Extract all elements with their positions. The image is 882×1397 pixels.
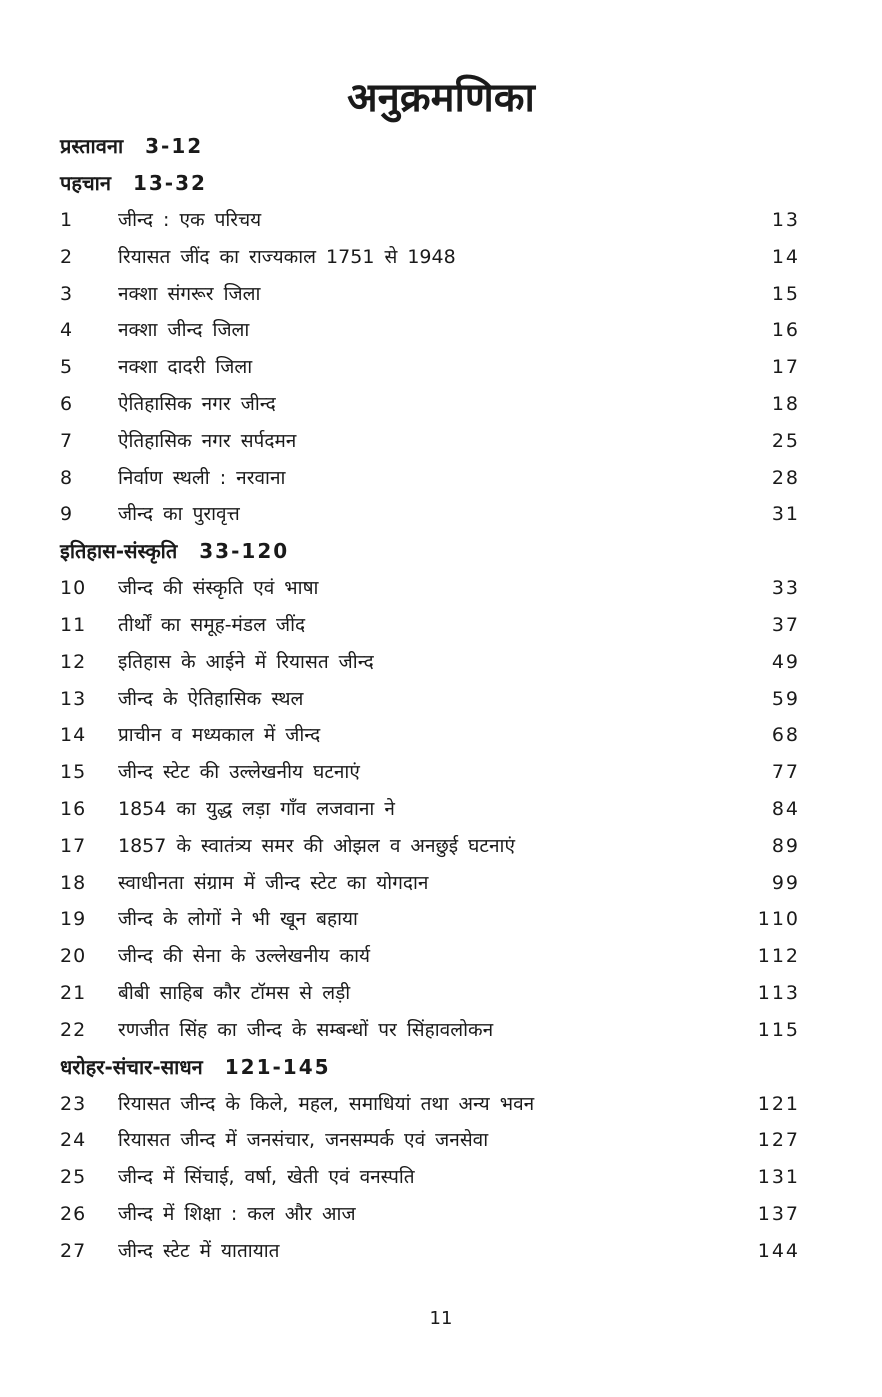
toc-entry bbox=[60, 681, 800, 718]
entry-page: 17 bbox=[771, 356, 800, 379]
entry-number: 19 bbox=[60, 908, 87, 931]
toc-entry bbox=[60, 607, 800, 644]
page-number: 11 bbox=[429, 1308, 453, 1329]
section-page-range: 33-120 bbox=[199, 539, 290, 564]
entry-page: 49 bbox=[771, 650, 800, 673]
entry-title: जीन्द स्टेट की उल्लेखनीय घटनाएं bbox=[118, 761, 360, 784]
section-heading bbox=[60, 1049, 800, 1086]
toc-entry bbox=[60, 423, 800, 460]
entry-page: 31 bbox=[771, 503, 800, 526]
toc-entry bbox=[60, 938, 800, 975]
entry-page: 144 bbox=[757, 1239, 800, 1262]
entry-number: 3 bbox=[60, 282, 74, 305]
toc-entry bbox=[60, 1159, 800, 1196]
page-title: अनुक्रमणिका bbox=[347, 75, 535, 121]
toc-entry bbox=[60, 386, 800, 423]
toc-entry bbox=[60, 239, 800, 276]
section-page-range: 13-32 bbox=[132, 171, 207, 195]
entry-number: 12 bbox=[60, 650, 87, 673]
entry-page: 137 bbox=[757, 1202, 800, 1225]
toc-entry bbox=[60, 717, 800, 754]
entry-page: 113 bbox=[757, 981, 800, 1004]
entry-page: 14 bbox=[771, 245, 800, 268]
entry-number: 8 bbox=[60, 466, 74, 489]
entry-page: 59 bbox=[771, 687, 800, 710]
entry-number: 2 bbox=[60, 245, 74, 268]
entry-page: 28 bbox=[771, 466, 800, 489]
entry-title: जीन्द के ऐतिहासिक स्थल bbox=[118, 687, 304, 710]
toc-entry bbox=[60, 312, 800, 349]
entry-page: 99 bbox=[771, 871, 800, 894]
entry-title: नक्शा जीन्द जिला bbox=[118, 319, 250, 342]
entry-number: 1 bbox=[60, 209, 74, 231]
entry-page: 112 bbox=[757, 945, 800, 968]
section-heading bbox=[60, 165, 800, 202]
entry-number: 7 bbox=[60, 429, 74, 452]
entry-number: 4 bbox=[60, 319, 74, 342]
entry-title: रियासत जीन्द के किले, महल, समाधियां तथा अन्य भवन bbox=[118, 1092, 535, 1115]
entry-title: प्राचीन व मध्यकाल में जीन्द bbox=[118, 724, 321, 747]
entry-title: रणजीत सिंह का जीन्द के सम्बन्धों पर सिंहावलोकन bbox=[118, 1018, 494, 1041]
entry-number: 23 bbox=[60, 1092, 87, 1115]
entry-page: 131 bbox=[757, 1166, 800, 1189]
entry-title: स्वाधीनता संग्राम में जीन्द स्टेट का योगदान bbox=[118, 871, 429, 894]
entry-number: 27 bbox=[60, 1239, 87, 1262]
entry-title: नक्शा दादरी जिला bbox=[118, 356, 253, 379]
toc-entry bbox=[60, 570, 800, 607]
toc-entry bbox=[60, 1122, 800, 1159]
entry-page: 18 bbox=[771, 392, 800, 415]
entry-page: 15 bbox=[771, 282, 800, 305]
entry-page: 25 bbox=[771, 429, 800, 452]
entry-title: 1854 का युद्ध लड़ा गाँव लजवाना ने bbox=[118, 797, 395, 820]
entry-page: 16 bbox=[771, 319, 800, 342]
toc-entry bbox=[60, 644, 800, 681]
toc-entry bbox=[60, 754, 800, 791]
entry-title: जीन्द स्टेट में यातायात bbox=[118, 1239, 280, 1262]
toc-entry bbox=[60, 975, 800, 1012]
entry-page: 77 bbox=[771, 761, 800, 784]
entry-page: 84 bbox=[771, 797, 800, 820]
entry-number: 25 bbox=[60, 1166, 87, 1189]
toc-entry bbox=[60, 349, 800, 386]
section-title: धरोहर-संचार-साधन bbox=[60, 1054, 203, 1079]
table-of-contents bbox=[60, 128, 800, 1270]
section-heading bbox=[60, 533, 800, 570]
entry-page: 37 bbox=[771, 613, 800, 636]
entry-number: 16 bbox=[60, 797, 87, 820]
entry-page: 127 bbox=[757, 1129, 800, 1152]
entry-number: 26 bbox=[60, 1202, 87, 1225]
entry-title: इतिहास के आईने में रियासत जीन्द bbox=[118, 650, 374, 673]
entry-title: नक्शा संगरूर जिला bbox=[118, 282, 261, 305]
entry-page: 110 bbox=[757, 908, 800, 931]
entry-number: 17 bbox=[60, 834, 87, 857]
section-page-range: 121-145 bbox=[224, 1054, 331, 1079]
section-title: इतिहास-संस्कृति bbox=[60, 539, 178, 564]
toc-entry bbox=[60, 1012, 800, 1049]
entry-title: ऐतिहासिक नगर जीन्द bbox=[118, 392, 276, 415]
entry-number: 6 bbox=[60, 392, 74, 415]
toc-entry bbox=[60, 1196, 800, 1233]
entry-number: 22 bbox=[60, 1018, 87, 1041]
entry-title: तीर्थों का समूह-मंडल जींद bbox=[118, 613, 306, 636]
toc-entry bbox=[60, 276, 800, 313]
entry-title: जीन्द के लोगों ने भी खून बहाया bbox=[118, 908, 358, 931]
toc-entry bbox=[60, 1086, 800, 1123]
entry-title: जीन्द में सिंचाई, वर्षा, खेती एवं वनस्पति bbox=[118, 1166, 415, 1189]
entry-title: बीबी साहिब कौर टॉमस से लड़ी bbox=[118, 981, 351, 1004]
toc-entry bbox=[60, 791, 800, 828]
entry-page: 115 bbox=[757, 1018, 800, 1041]
entry-title: ऐतिहासिक नगर सर्पदमन bbox=[118, 429, 297, 452]
entry-page: 68 bbox=[771, 724, 800, 747]
entry-title: निर्वाण स्थली : नरवाना bbox=[118, 466, 286, 489]
entry-number: 18 bbox=[60, 871, 87, 894]
entry-title: जीन्द का पुरावृत्त bbox=[118, 503, 240, 526]
entry-title: जीन्द : एक परिचय bbox=[118, 209, 262, 231]
entry-page: 121 bbox=[757, 1092, 800, 1115]
section-page-range: 3-12 bbox=[145, 134, 204, 158]
entry-title: 1857 के स्वातंत्र्य समर की ओझल व अनछुई घटनाएं bbox=[118, 834, 515, 857]
toc-entry bbox=[60, 828, 800, 865]
entry-title: जीन्द की सेना के उल्लेखनीय कार्य bbox=[118, 945, 371, 968]
toc-entry bbox=[60, 460, 800, 497]
section-heading bbox=[60, 128, 800, 165]
toc-entry bbox=[60, 202, 800, 239]
entry-number: 14 bbox=[60, 724, 87, 747]
toc-entry bbox=[60, 1233, 800, 1270]
entry-number: 10 bbox=[60, 577, 87, 600]
entry-number: 15 bbox=[60, 761, 87, 784]
entry-title: जीन्द की संस्कृति एवं भाषा bbox=[118, 577, 319, 600]
entry-number: 24 bbox=[60, 1129, 87, 1152]
entry-number: 13 bbox=[60, 687, 87, 710]
entry-number: 9 bbox=[60, 503, 74, 526]
section-title: पहचान bbox=[60, 171, 111, 195]
entry-number: 5 bbox=[60, 356, 74, 379]
entry-title: जीन्द में शिक्षा : कल और आज bbox=[118, 1202, 356, 1225]
entry-title: रियासत जींद का राज्यकाल 1751 से 1948 bbox=[118, 245, 456, 268]
entry-page: 89 bbox=[771, 834, 800, 857]
toc-entry bbox=[60, 496, 800, 533]
entry-page: 13 bbox=[771, 209, 800, 231]
entry-number: 21 bbox=[60, 981, 87, 1004]
entry-number: 20 bbox=[60, 945, 87, 968]
toc-entry bbox=[60, 901, 800, 938]
entry-number: 11 bbox=[60, 613, 87, 636]
entry-page: 33 bbox=[771, 577, 800, 600]
entry-title: रियासत जीन्द में जनसंचार, जनसम्पर्क एवं जनसेवा bbox=[118, 1129, 489, 1152]
toc-entry bbox=[60, 865, 800, 902]
section-title: प्रस्तावना bbox=[60, 134, 124, 158]
